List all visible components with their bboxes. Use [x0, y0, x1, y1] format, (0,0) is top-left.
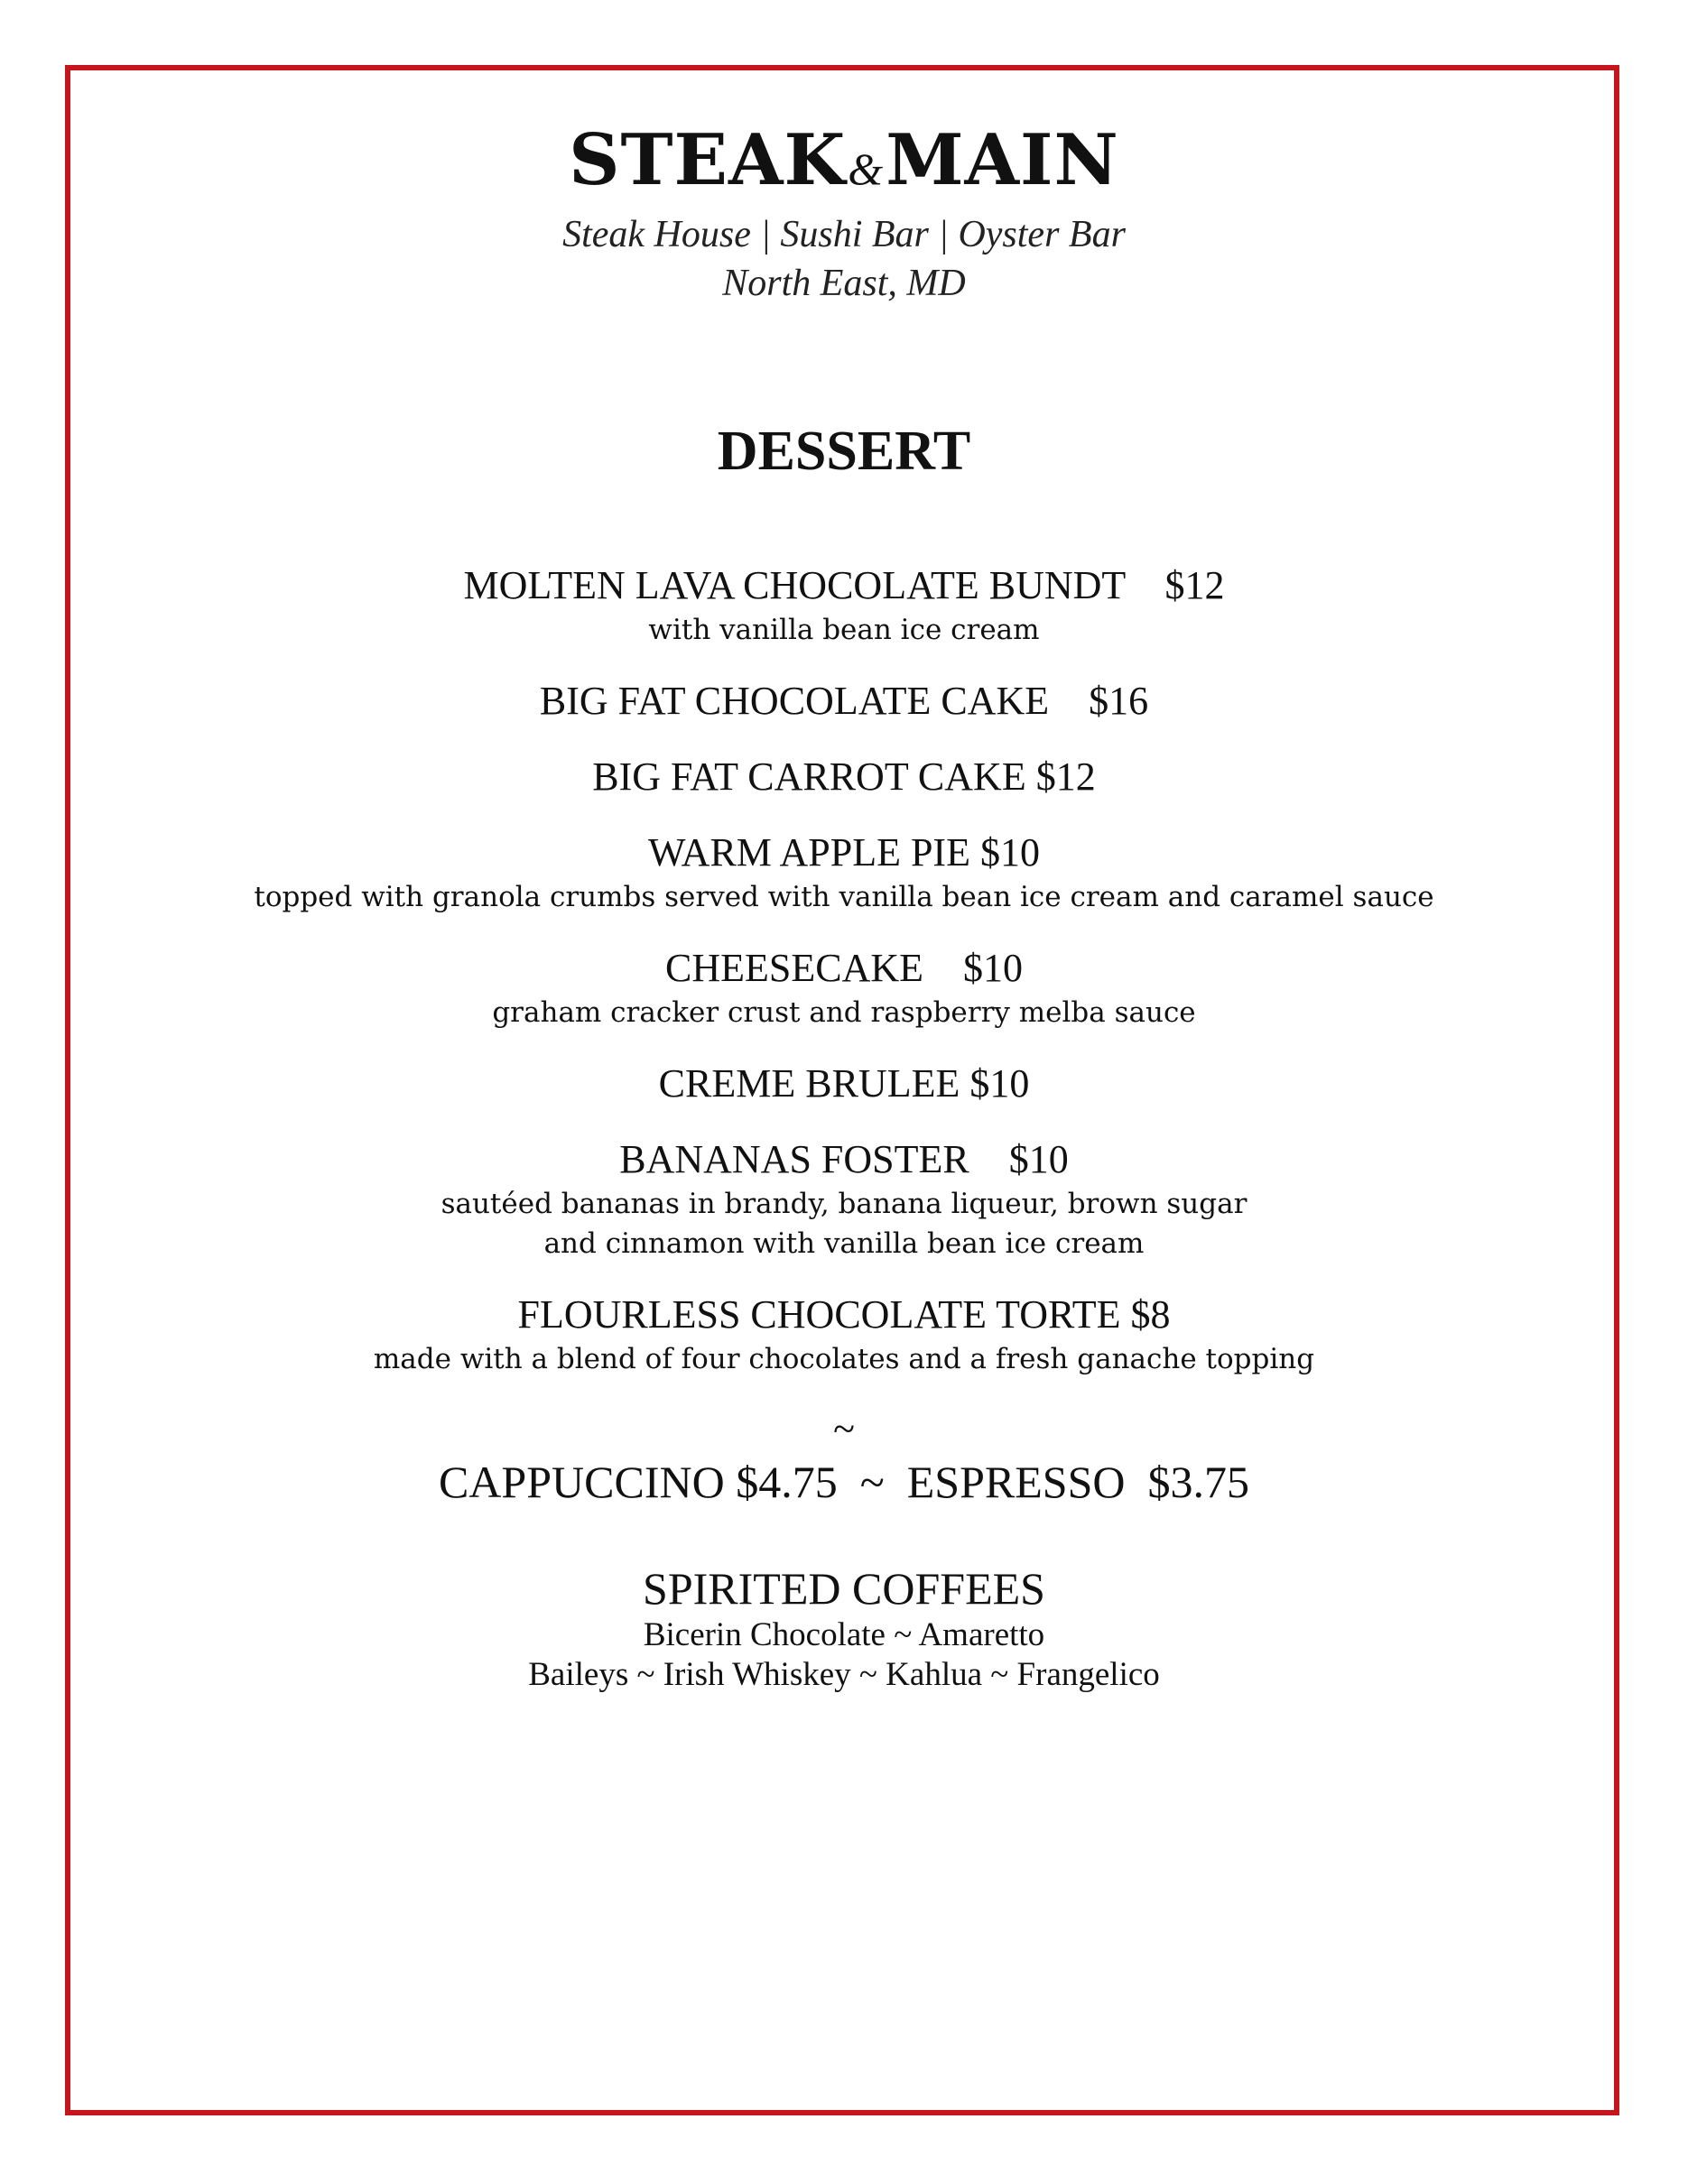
spirited-coffees: [0, 1561, 1688, 1695]
menu-item: [0, 1135, 1688, 1263]
brand-location: North East, MD: [722, 263, 966, 304]
item-price: $10: [979, 830, 1040, 875]
spirited-options-line-2: Baileys ~ Irish Whiskey ~ Kahlua ~ Frangelico: [528, 1656, 1160, 1693]
item-price: $10: [1008, 1137, 1069, 1181]
menu-item: [0, 1291, 1688, 1379]
brand-tagline: Steak House | Sushi Bar | Oyster Bar: [562, 214, 1126, 255]
item-heading: [0, 753, 1688, 801]
item-price: $12: [1035, 754, 1096, 799]
menu-item: [0, 828, 1688, 917]
brand-logo: [0, 119, 1688, 210]
menu-item: [0, 561, 1688, 650]
brand-name-left: STEAK: [569, 119, 847, 201]
menu-item: [0, 677, 1688, 726]
item-name: MOLTEN LAVA CHOCOLATE BUNDT: [463, 563, 1126, 607]
item-price: $8: [1130, 1292, 1171, 1337]
menu-item: [0, 753, 1688, 801]
item-name: BANANAS FOSTER: [619, 1137, 969, 1181]
item-name: BIG FAT CARROT CAKE: [592, 754, 1026, 799]
item-heading: [0, 677, 1688, 726]
item-heading: [0, 828, 1688, 877]
tilde-divider: ~: [833, 1407, 855, 1451]
item-description-continued: and cinnamon with vanilla bean ice cream: [543, 1227, 1145, 1260]
spirited-title: SPIRITED COFFEES: [643, 1563, 1045, 1614]
item-price: $16: [1089, 679, 1149, 723]
item-price: $10: [963, 946, 1023, 990]
item-name: CREME BRULEE: [658, 1061, 960, 1106]
item-heading: [0, 1135, 1688, 1184]
section-title: DESSERT: [717, 421, 971, 482]
item-description: sautéed bananas in brandy, banana liqueur, brown sugar: [441, 1188, 1247, 1220]
item-description: made with a blend of four chocolates and a fresh ganache topping: [373, 1343, 1315, 1375]
coffee-prices: CAPPUCCINO $4.75 ~ ESPRESSO $3.75: [438, 1457, 1250, 1507]
menu-item: [0, 1060, 1688, 1108]
item-heading: [0, 561, 1688, 610]
dessert-menu: [0, 561, 1688, 1695]
brand-header: [0, 119, 1688, 308]
brand-ampersand: &: [848, 143, 885, 194]
spirited-options-line-1: Bicerin Chocolate ~ Amaretto: [643, 1616, 1045, 1653]
item-name: WARM APPLE PIE: [648, 830, 970, 875]
item-description: graham cracker crust and raspberry melba sauce: [492, 996, 1196, 1029]
item-description: topped with granola crumbs served with vanilla bean ice cream and caramel sauce: [254, 881, 1434, 913]
item-price: $10: [969, 1061, 1030, 1106]
item-name: FLOURLESS CHOCOLATE TORTE: [517, 1292, 1121, 1337]
brand-name-right: MAIN: [886, 119, 1119, 201]
menu-item: [0, 944, 1688, 1032]
item-price: $12: [1164, 563, 1225, 607]
item-heading: [0, 1291, 1688, 1339]
item-name: CHEESECAKE: [665, 946, 923, 990]
item-name: BIG FAT CHOCOLATE CAKE: [539, 679, 1050, 723]
item-description: with vanilla bean ice cream: [648, 614, 1040, 646]
item-heading: [0, 1060, 1688, 1108]
item-heading: [0, 944, 1688, 993]
